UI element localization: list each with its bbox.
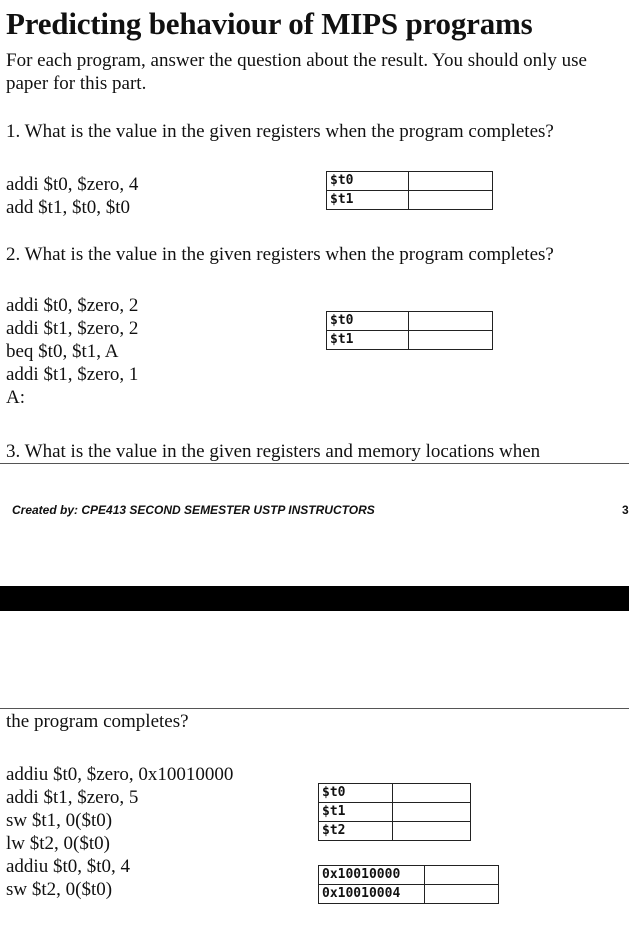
- q1-register-table: [326, 171, 493, 210]
- page-break-line: [0, 463, 629, 464]
- answer-cell[interactable]: [393, 822, 471, 841]
- question-3-continued: the program completes?: [6, 711, 189, 732]
- question-1: 1. What is the value in the given registers when the program completes?: [6, 121, 554, 142]
- register-label: $t0: [327, 172, 409, 191]
- code-line: sw $t2, 0($t0): [6, 879, 113, 900]
- q3-code: [6, 763, 233, 901]
- q3-memory-table: [318, 865, 499, 904]
- code-line: addi $t1, $zero, 5: [6, 787, 139, 808]
- footer-credit: Created by: CPE413 SECOND SEMESTER USTP INSTRUCTORS: [12, 503, 375, 517]
- answer-cell[interactable]: [409, 312, 493, 331]
- q2-code: [6, 294, 138, 409]
- q3-register-table: [318, 783, 471, 841]
- answer-cell[interactable]: [393, 784, 471, 803]
- cut-off-text-line: [0, 925, 629, 935]
- q1-code: [6, 173, 138, 219]
- intro-text: For each program, answer the question about the result. You should only use paper for this part.: [6, 50, 587, 94]
- code-line: A:: [6, 387, 25, 408]
- register-label: $t2: [319, 822, 393, 841]
- memory-address: 0x10010004: [319, 885, 425, 904]
- page-title: Predicting behaviour of MIPS programs: [6, 6, 533, 41]
- answer-cell[interactable]: [409, 172, 493, 191]
- question-2: 2. What is the value in the given registers when the program completes?: [6, 244, 554, 265]
- register-label: $t0: [319, 784, 393, 803]
- q2-register-table: [326, 311, 493, 350]
- code-line: addi $t1, $zero, 2: [6, 318, 139, 339]
- code-line: addiu $t0, $t0, 4: [6, 856, 131, 877]
- answer-cell[interactable]: [425, 866, 499, 885]
- code-line: addiu $t0, $zero, 0x10010000: [6, 764, 234, 785]
- answer-cell[interactable]: [393, 803, 471, 822]
- code-line: add $t1, $t0, $t0: [6, 197, 131, 218]
- question-3: 3. What is the value in the given registers and memory locations when: [6, 441, 541, 462]
- page-separator-bar: [0, 586, 629, 611]
- answer-cell[interactable]: [409, 191, 493, 210]
- code-line: lw $t2, 0($t0): [6, 833, 110, 854]
- register-label: $t1: [319, 803, 393, 822]
- page-number: 3: [622, 503, 629, 517]
- memory-address: 0x10010000: [319, 866, 425, 885]
- answer-cell[interactable]: [409, 331, 493, 350]
- code-line: sw $t1, 0($t0): [6, 810, 113, 831]
- answer-cell[interactable]: [425, 885, 499, 904]
- code-line: addi $t0, $zero, 4: [6, 174, 139, 195]
- register-label: $t0: [327, 312, 409, 331]
- code-line: addi $t0, $zero, 2: [6, 295, 139, 316]
- register-label: $t1: [327, 191, 409, 210]
- code-line: beq $t0, $t1, A: [6, 341, 119, 362]
- register-label: $t1: [327, 331, 409, 350]
- code-line: addi $t1, $zero, 1: [6, 364, 139, 385]
- page-top-line: [0, 708, 629, 709]
